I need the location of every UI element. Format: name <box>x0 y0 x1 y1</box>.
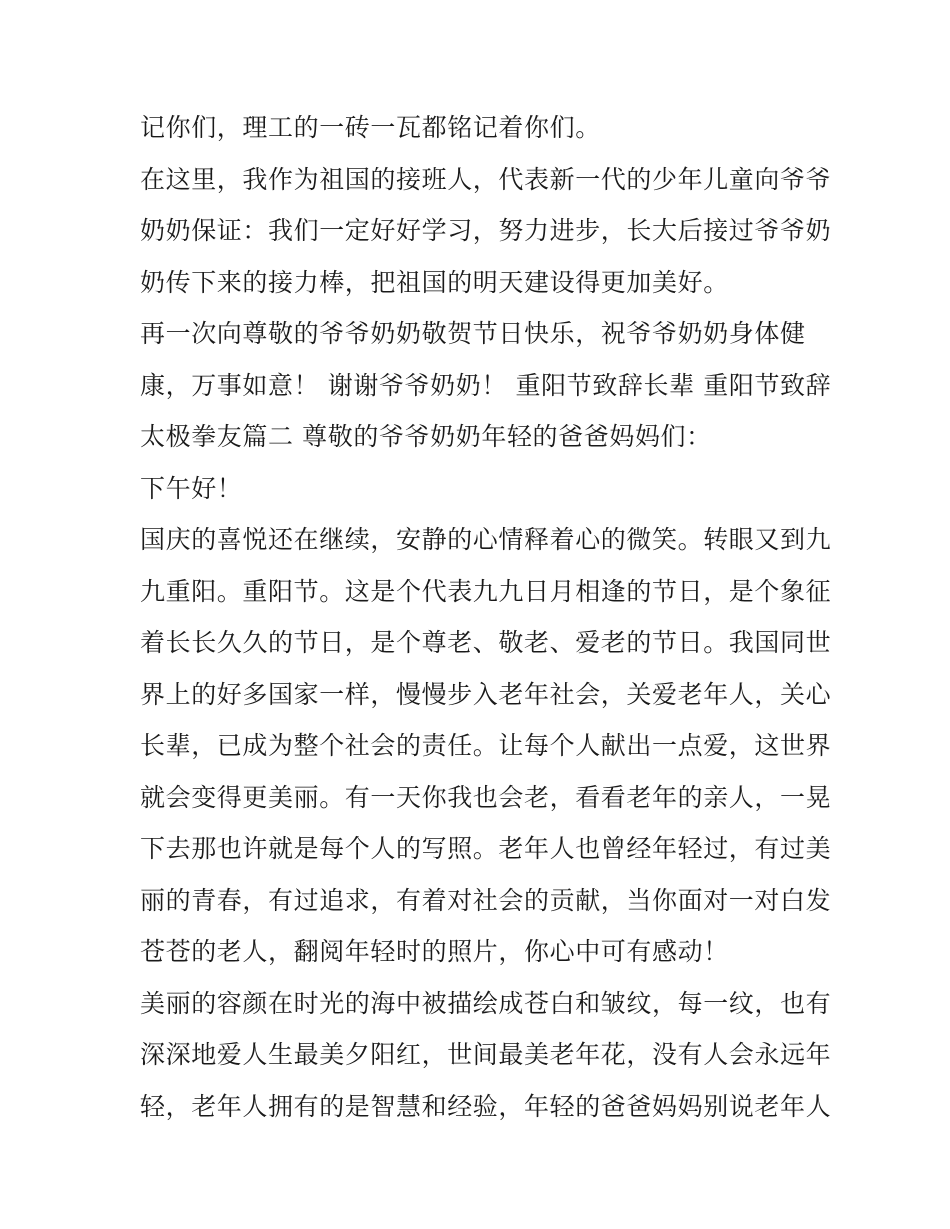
text-line: 下午好！ <box>140 473 243 503</box>
text-line: 奶传下来的接力棒，把祖国的明天建设得更加美好。 <box>140 267 729 297</box>
text-line: 着长长久久的节日，是个尊老、敬老、爱老的节日。我国同世 <box>140 628 832 657</box>
text-line: 记你们，理工的一砖一瓦都铭记着你们。 <box>140 113 601 142</box>
text-line: 苍苍的老人，翻阅年轻时的照片，你心中可有感动！ <box>140 937 729 966</box>
text-line: 下去那也许就是每个人的写照。老年人也曾经年轻过，有过美 <box>140 834 832 863</box>
document-page <box>140 108 832 1138</box>
text-line: 美丽的容颜在时光的海中被描绘成苍白和皱纹，每一纹，也有 <box>140 988 832 1018</box>
text-line: 再一次向尊敬的爷爷奶奶敬贺节日快乐，祝爷爷奶奶身体健 <box>140 319 806 348</box>
text-line: 康，万事如意！ 谢谢爷爷奶奶！ 重阳节致辞长辈 重阳节致辞 <box>140 370 832 400</box>
text-line: 在这里，我作为祖国的接班人，代表新一代的少年儿童向爷爷 <box>140 164 832 194</box>
text-line: 丽的青春，有过追求，有着对社会的贡献，当你面对一对白发 <box>140 885 832 915</box>
text-line: 奶奶保证：我们一定好好学习，努力进步，长大后接过爷爷奶 <box>140 216 832 245</box>
text-line: 轻，老年人拥有的是智慧和经验，年轻的爸爸妈妈别说老年人 <box>140 1091 832 1121</box>
text-line: 就会变得更美丽。有一天你我也会老，看看老年的亲人，一晃 <box>140 782 832 812</box>
text-line: 界上的好多国家一样，慢慢步入老年社会，关爱老年人，关心 <box>140 679 832 709</box>
text-line: 国庆的喜悦还在继续，安静的心情释着心的微笑。转眼又到九 <box>140 525 832 554</box>
text-line: 太极拳友篇二 尊敬的爷爷奶奶年轻的爸爸妈妈们： <box>140 422 712 451</box>
text-line: 九重阳。重阳节。这是个代表九九日月相逢的节日，是个象征 <box>140 576 832 606</box>
text-line: 长辈，已成为整个社会的责任。让每个人献出一点爱，这世界 <box>140 731 832 760</box>
text-line: 深深地爱人生最美夕阳红，世间最美老年花，没有人会永远年 <box>140 1040 832 1069</box>
